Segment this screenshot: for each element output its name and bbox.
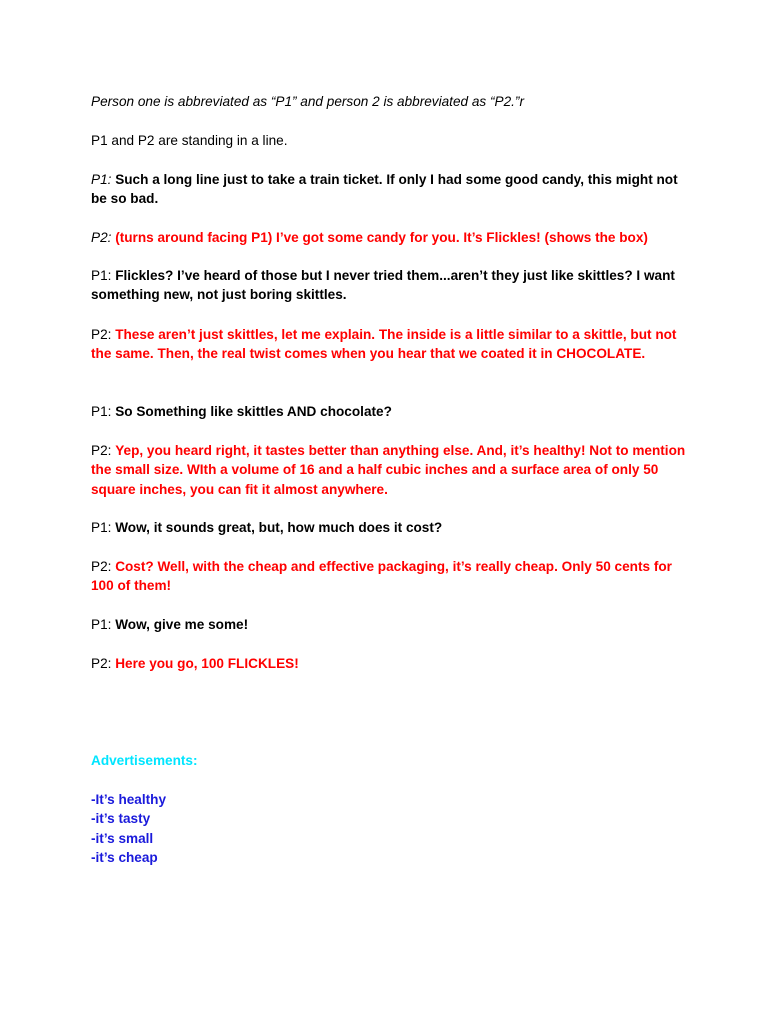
dialogue-line-p2 [91,557,691,596]
dialogue-text: Yep, you heard right, it tastes better than anything else. And, it’s healthy! Not to mention the small size. WIth a volume of 16 and a half cubic inches and a surface area of only 50 square inches, you can fit it almost anywhere. [91,443,686,497]
dialogue-text: These aren’t just skittles, let me explain. The inside is a little similar to a skittle, but not the same. Then, the real twist comes when you hear that we coated it in CHOCOLATE. [91,327,677,362]
dialogue-line-p2 [91,441,691,499]
speaker-label: P1: [91,520,112,535]
dialogue-text: Flickles? I’ve heard of those but I never tried them...aren’t they just like skittles? I want something new, not just boring skittles. [91,268,675,303]
dialogue-text: Cost? Well, with the cheap and effective packaging, it’s really cheap. Only 50 cents for 100 of them! [91,559,672,594]
scene-setting: P1 and P2 are standing in a line. [91,133,288,148]
dialogue-line-p1 [91,170,691,209]
speaker-label: P1: [91,172,112,187]
dialogue-text: (turns around facing P1) I’ve got some candy for you. It’s Flickles! (shows the box) [115,230,648,245]
dialogue-text: So Something like skittles AND chocolate? [115,404,392,419]
speaker-label: P2: [91,656,112,671]
dialogue-line-p2 [91,228,691,247]
advertisements-heading: Advertisements: [91,753,198,768]
speaker-label: P2: [91,443,112,458]
speaker-label: P2: [91,230,112,245]
dialogue-line-p1 [91,518,691,537]
speaker-label: P1: [91,268,112,283]
speaker-label: P2: [91,327,112,342]
advertisements-list [91,790,166,868]
dialogue-text: Wow, give me some! [115,617,249,632]
intro-note: Person one is abbreviated as “P1” and person 2 is abbreviated as “P2.”r [91,94,524,109]
dialogue-text: Here you go, 100 FLICKLES! [115,656,299,671]
dialogue-line-p1 [91,402,691,421]
speaker-label: P2: [91,559,112,574]
list-item: -it’s tasty [91,811,151,827]
dialogue-line-p1 [91,615,691,634]
dialogue-text: Such a long line just to take a train ticket. If only I had some good candy, this might not be so bad. [91,172,678,207]
list-item: -it’s cheap [91,850,158,866]
dialogue-text: Wow, it sounds great, but, how much does it cost? [115,520,443,535]
speaker-label: P1: [91,617,112,632]
dialogue-line-p2 [91,654,691,673]
list-item: -It’s healthy [91,792,167,807]
speaker-label: P1: [91,404,112,419]
dialogue-line-p1 [91,266,691,305]
dialogue-line-p2 [91,325,691,364]
list-item: -it’s small [91,830,154,846]
